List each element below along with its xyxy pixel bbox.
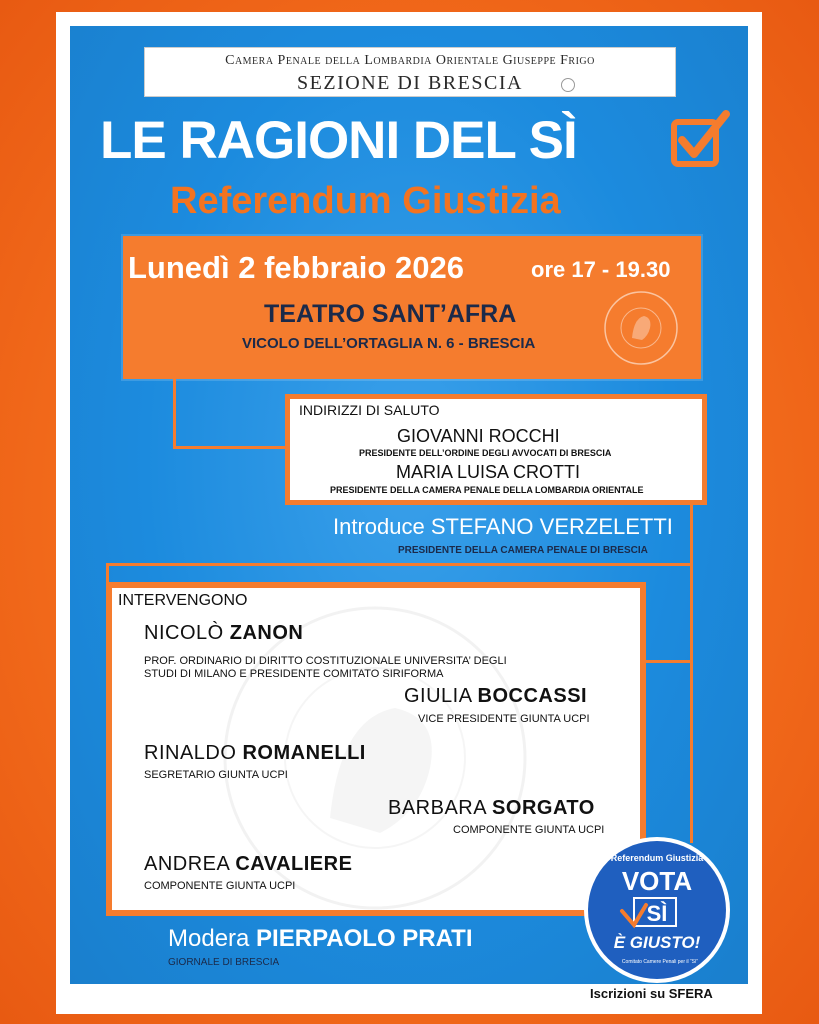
event-address: VICOLO DELL’ORTAGLIA N. 6 - BRESCIA: [242, 335, 536, 352]
speaker-name: [404, 685, 587, 708]
connector-line: [690, 563, 693, 843]
speaker-last-name: ZANON: [229, 622, 304, 644]
speaker-first-name: ANDREA: [144, 853, 230, 875]
moderator-label: Modera: [168, 925, 250, 952]
badge-giusto-text: È GIUSTO!: [613, 933, 701, 952]
speaker-name: [144, 742, 366, 765]
intro-label: Introduce: [333, 514, 425, 539]
badge-footer-text: Comitato Camere Penali per il “Sì”: [621, 959, 699, 965]
connector-line: [644, 660, 693, 663]
speaker-name: [388, 797, 595, 820]
connector-line: [690, 505, 693, 565]
moderator-name: PIERPAOLO PRATI: [256, 925, 473, 952]
checkbox-check-icon: [668, 108, 730, 170]
registration-note: Iscrizioni su SFERA: [590, 986, 713, 1001]
greetings-speaker-role: PRESIDENTE DELLA CAMERA PENALE DELLA LOMBARDIA ORIENTALE: [330, 485, 644, 495]
speaker-last-name: SORGATO: [492, 797, 595, 819]
speaker-name: [144, 853, 352, 876]
greetings-speaker-name: MARIA LUISA CROTTI: [396, 462, 581, 482]
speaker-role: SEGRETARIO GIUNTA UCPI: [144, 769, 288, 781]
speaker-last-name: BOCCASSI: [477, 685, 588, 707]
speaker-last-name: ROMANELLI: [242, 742, 366, 764]
speaker-first-name: RINALDO: [144, 742, 237, 764]
intro-name: STEFANO VERZELETTI: [430, 514, 673, 539]
subtitle: Referendum Giustizia: [170, 180, 561, 222]
connector-line: [173, 379, 176, 449]
badge-vota-text: VOTA: [621, 866, 693, 896]
speaker-role: COMPONENTE GIUNTA UCPI: [144, 880, 296, 892]
speaker-first-name: BARBARA: [388, 797, 486, 819]
connector-line: [173, 446, 287, 449]
header-organization: Camera Penale della Lombardia Orientale Giuseppe Frigo: [225, 53, 595, 68]
speaker-first-name: GIULIA: [404, 685, 472, 707]
greetings-speaker-name: GIOVANNI ROCCHI: [397, 426, 560, 446]
introduction: [333, 514, 673, 540]
event-time: ore 17 - 19.30: [531, 257, 671, 282]
greetings-heading: INDIRIZZI DI SALUTO: [299, 402, 440, 418]
header-box: [144, 47, 676, 97]
speaker-role: STUDI DI MILANO E PRESIDENTE COMITATO SIRIFORMA: [144, 668, 444, 680]
speaker-role: PROF. ORDINARIO DI DIRITTO COSTITUZIONALE UNIVERSITA’ DEGLI: [144, 655, 507, 667]
speaker-first-name: NICOLÒ: [144, 622, 224, 644]
page-title: LE RAGIONI DEL SÌ: [100, 111, 577, 170]
vota-si-badge: [582, 835, 732, 985]
header-section: SEZIONE DI BRESCIA: [297, 72, 523, 94]
badge-top-text: Referendum Giustizia: [610, 853, 704, 863]
badge-si-text: SÌ: [646, 901, 668, 926]
speaker-last-name: CAVALIERE: [235, 853, 353, 875]
moderator: [168, 925, 473, 953]
moderator-role: GIORNALE DI BRESCIA: [168, 957, 280, 968]
connector-line: [106, 563, 693, 566]
speaker-name: [144, 622, 303, 645]
event-venue: TEATRO SANT’AFRA: [264, 300, 517, 328]
speaker-role: COMPONENTE GIUNTA UCPI: [453, 824, 605, 836]
speakers-heading: INTERVENGONO: [118, 592, 248, 609]
speaker-role: VICE PRESIDENTE GIUNTA UCPI: [418, 713, 590, 725]
greetings-speaker-role: PRESIDENTE DELL’ORDINE DEGLI AVVOCATI DI BRESCIA: [359, 448, 612, 458]
intro-role: PRESIDENTE DELLA CAMERA PENALE DI BRESCIA: [398, 545, 648, 556]
header-logo-icon: [561, 78, 575, 92]
event-date: Lunedì 2 febbraio 2026: [128, 250, 464, 285]
ucpi-seal-icon: [598, 288, 684, 368]
